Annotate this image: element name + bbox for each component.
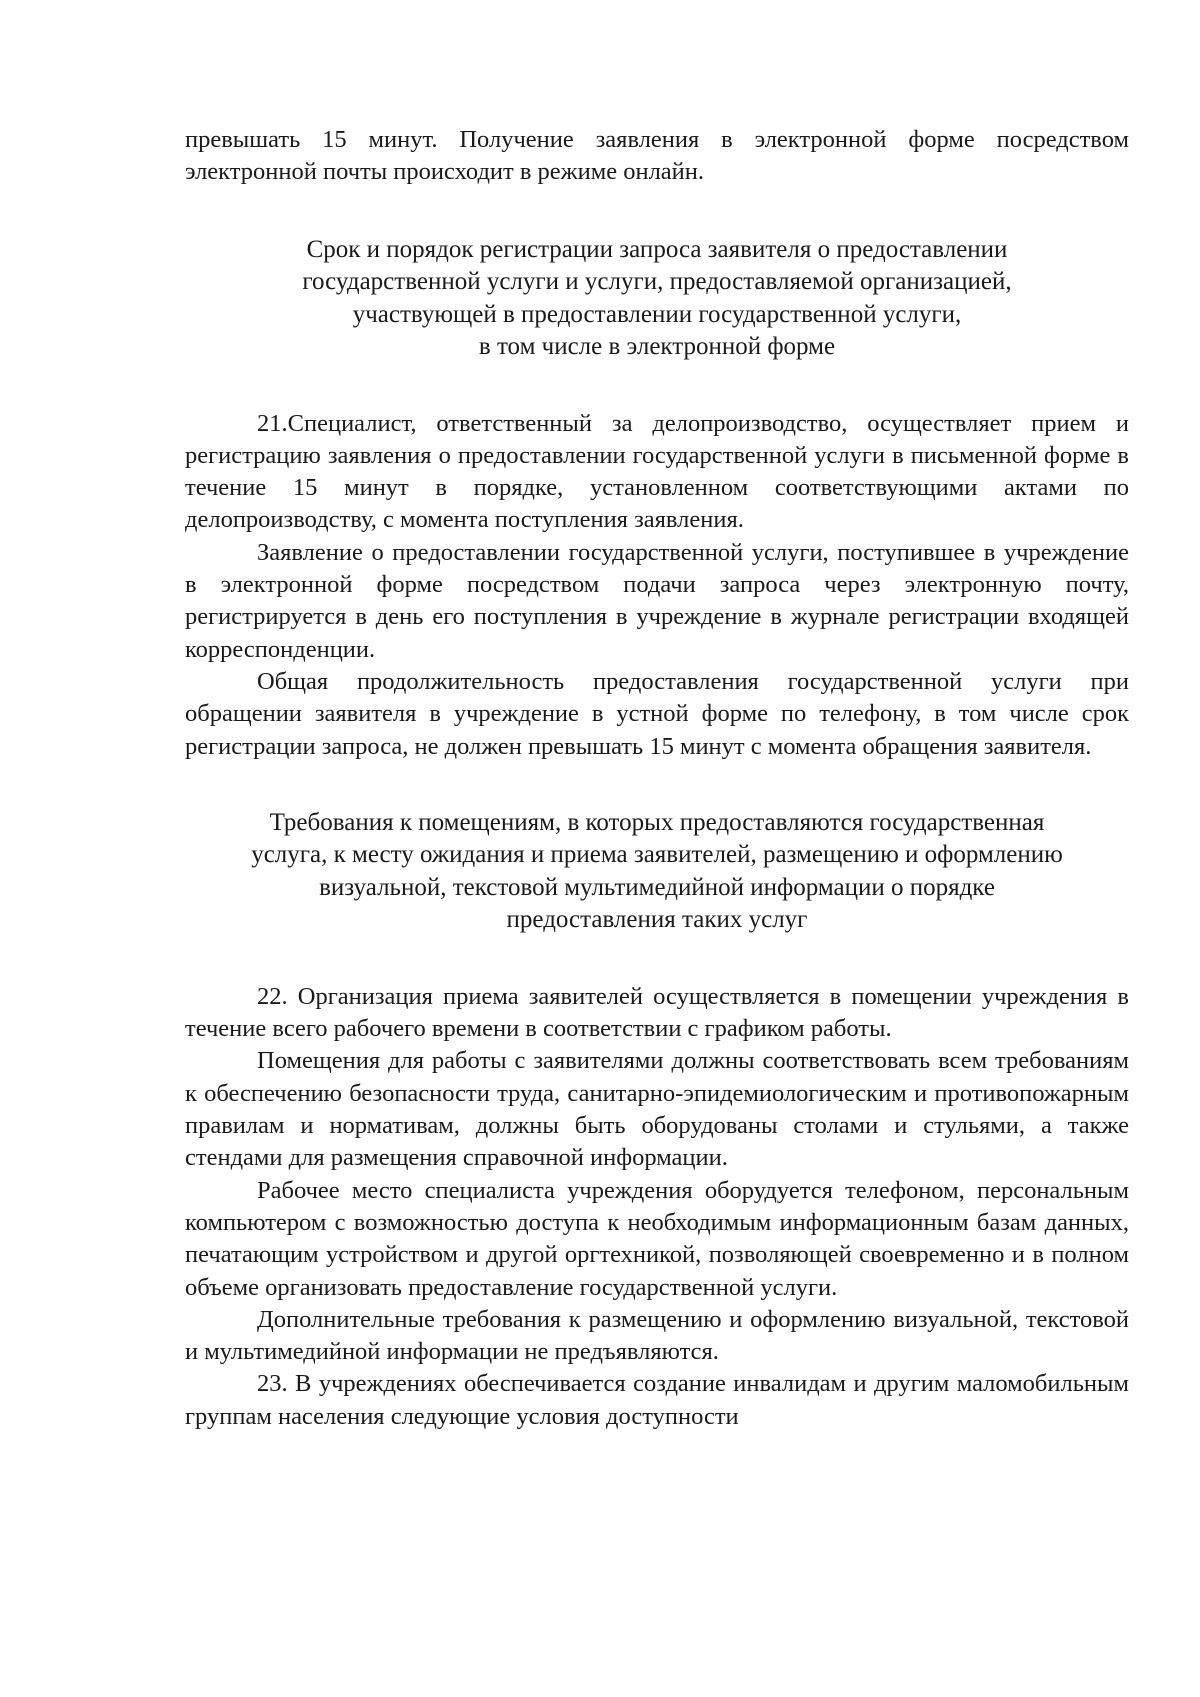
- document-body: [185, 124, 1129, 1433]
- heading-line: предоставления таких услуг: [506, 906, 808, 934]
- section-heading-premises: [185, 807, 1129, 937]
- paragraph-21-3: Общая продолжительность предоставления государственной услуги при обращении заявителя в учреждение в устной форме по телефону, в том числе срок регистрации запроса, не должен превышать 15 минут с момента обращения заявителя.: [185, 667, 1129, 760]
- heading-line: услуга, к месту ожидания и приема заявителей, размещению и оформлению: [251, 841, 1063, 869]
- section-heading-registration: [185, 234, 1129, 364]
- paragraph-22-1: 22. Организация приема заявителей осуществляется в помещении учреждения в течение всего рабочего времени в соответствии с графиком работы.: [185, 982, 1129, 1043]
- paragraph-22-2: Помещения для работы с заявителями должны соответствовать всем требованиям к обеспечению безопасности труда, санитарно-эпидемиологическим и противопожарным правилам и нормативам, должны быть оборудованы столами и стульями, а также стендами для размещения справочной информации.: [185, 1047, 1129, 1172]
- heading-line: участвующей в предоставлении государственной услуги,: [352, 300, 962, 328]
- paragraph-21-1: 21.Специалист, ответственный за делопроизводство, осуществляет прием и регистрацию заявления о предоставлении государственной услуги в письменной форме в течение 15 минут в порядке, установленном соответствующими актами по делопроизводству, с момента поступления заявления.: [185, 409, 1129, 534]
- heading-line: визуальной, текстовой мультимедийной информации о порядке: [319, 873, 995, 901]
- heading-line: Требования к помещениям, в которых предоставляются государственная: [269, 808, 1045, 836]
- paragraph-21-2: Заявление о предоставлении государственной услуги, поступившее в учреждение в электронной форме посредством подачи запроса через электронную почту, регистрируется в день его поступления в учреждение в журнале регистрации входящей корреспонденции.: [185, 538, 1129, 663]
- heading-line: в том числе в электронной форме: [478, 333, 836, 361]
- paragraph-22-4: Дополнительные требования к размещению и оформлению визуальной, текстовой и мультимедийной информации не предъявляются.: [185, 1305, 1129, 1366]
- paragraph-22-3: Рабочее место специалиста учреждения оборудуется телефоном, персональным компьютером с возможностью доступа к необходимым информационным базам данных, печатающим устройством и другой оргтехникой, позволяющей своевременно и в полном объеме организовать предоставление государственной услуги.: [185, 1176, 1129, 1301]
- paragraph-top-fragment: превышать 15 минут. Получение заявления в электронной форме посредством электронной почты происходит в режиме онлайн.: [185, 126, 1129, 186]
- paragraph-23-1: 23. В учреждениях обеспечивается создание инвалидам и другим маломобильным группам населения следующие условия доступности: [185, 1370, 1129, 1430]
- heading-line: Срок и порядок регистрации запроса заявителя о предоставлении: [306, 235, 1008, 263]
- heading-line: государственной услуги и услуги, предоставляемой организацией,: [302, 268, 1012, 296]
